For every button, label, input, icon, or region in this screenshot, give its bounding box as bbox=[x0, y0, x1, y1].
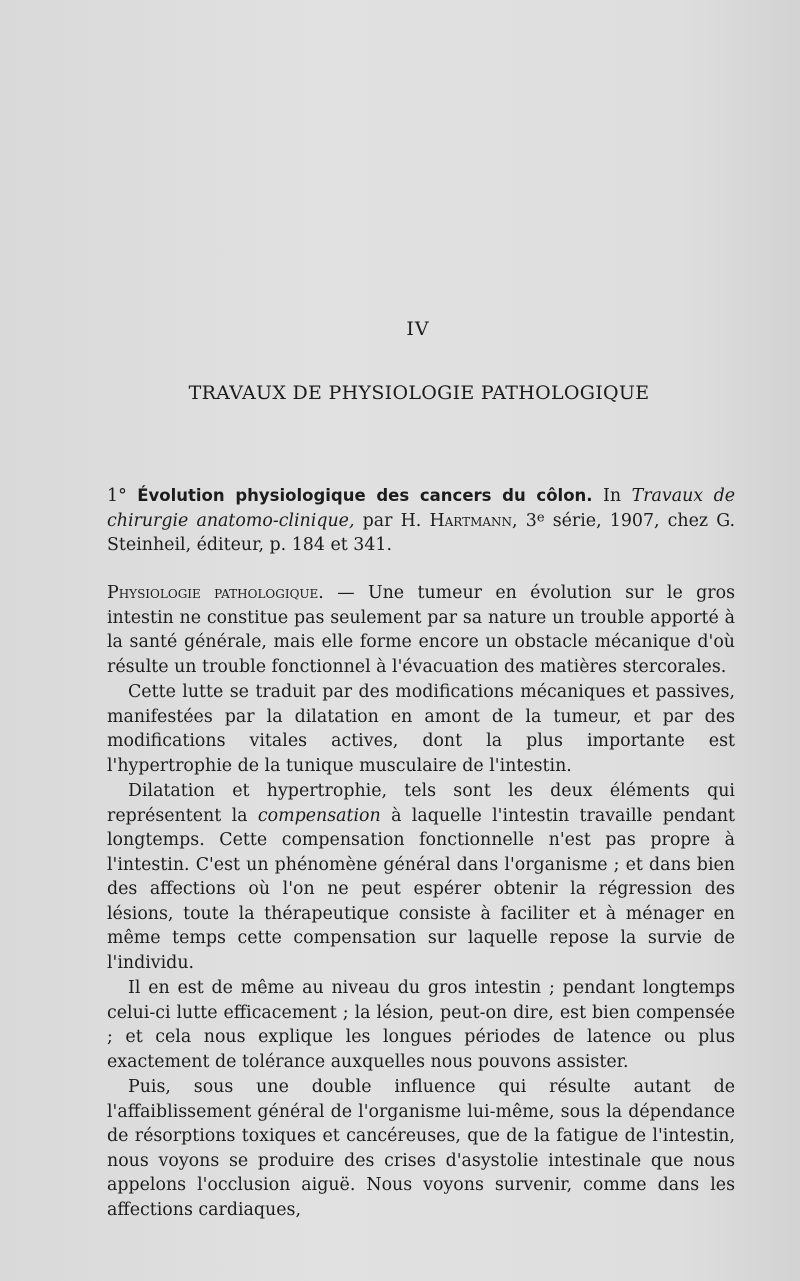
body-text bbox=[107, 581, 735, 1223]
paragraph-5: Puis, sous une double influence qui résulte autant de l'affaiblissement général de l'organisme lui-même, sous la dépendance de résorptions toxiques et cancéreuses, que de la fatigue de l'intestin, nous voyons se produire des crises d'asystolie intestinale que nous appelons l'occlusion aiguë. Nous voyons survenir, comme dans les affections cardiaques, bbox=[107, 1077, 735, 1220]
chapter-title: TRAVAUX DE PHYSIOLOGIE PATHOLOGIQUE bbox=[188, 382, 650, 404]
paragraph-3-emphasis: compensation bbox=[257, 805, 381, 826]
section-lead: Physiologie pathologique. bbox=[107, 583, 324, 603]
reference-by: par H. bbox=[362, 510, 422, 531]
reference-title: Évolution physiologique des cancers du côlon. bbox=[137, 486, 593, 505]
paragraph-1-text: — Une tumeur en évolution sur le gros intestin ne constitue pas seulement par sa nature un trouble apporté à la santé générale, mais elle forme encore un obstacle mécanique d'où résulte un trouble fonctionnel à l'évacuation des matières stercorales. bbox=[107, 583, 735, 677]
reference-series-superscript: e bbox=[536, 509, 545, 525]
paragraph-1 bbox=[107, 581, 735, 679]
reference-publisher: série, 1907, chez G. Steinheil, éditeur, p. 184 et 341. bbox=[107, 510, 736, 555]
paragraph-2: Cette lutte se traduit par des modifications mécaniques et passives, manifestées par la dilatation en amont de la tumeur, et par des modifications vitales actives, dont la plus importante est l'hypertrophie de la tunique musculaire de l'intestin. bbox=[107, 682, 735, 776]
paragraph-3 bbox=[107, 779, 735, 975]
chapter-number: IV bbox=[406, 318, 430, 340]
paragraph-3-text-a: Dilatation et hypertrophie, tels sont les deux éléments qui représentent la bbox=[107, 781, 735, 826]
reference-in-label: In bbox=[603, 486, 622, 506]
reference-journal: Travaux de chirurgie anatomo-clinique, bbox=[107, 486, 735, 531]
reference-author: Hartmann, bbox=[429, 510, 518, 531]
paragraph-4: Il en est de même au niveau du gros intestin ; pendant longtemps celui-ci lutte efficacement ; la lésion, peut-on dire, est bien compensée ; et cela nous explique les longues périodes de latence ou plus exactement de tolérance auxquelles nous pouvons assister. bbox=[107, 978, 735, 1072]
reference-number: 1° bbox=[107, 486, 127, 506]
bibliographic-reference bbox=[107, 484, 735, 558]
reference-series-number: 3 bbox=[525, 510, 537, 531]
paragraph-3-text-b: à laquelle l'intestin travaille pendant longtemps. Cette compensation fonctionnelle n'est pas propre à l'intestin. C'est un phénomène général dans l'organisme ; et dans bien des affections où l'on ne peut espérer obtenir la régression des lésions, toute la thérapeutique consiste à faciliter et à ménager en même temps cette compensation sur laquelle repose la survie de l'individu. bbox=[107, 805, 736, 973]
